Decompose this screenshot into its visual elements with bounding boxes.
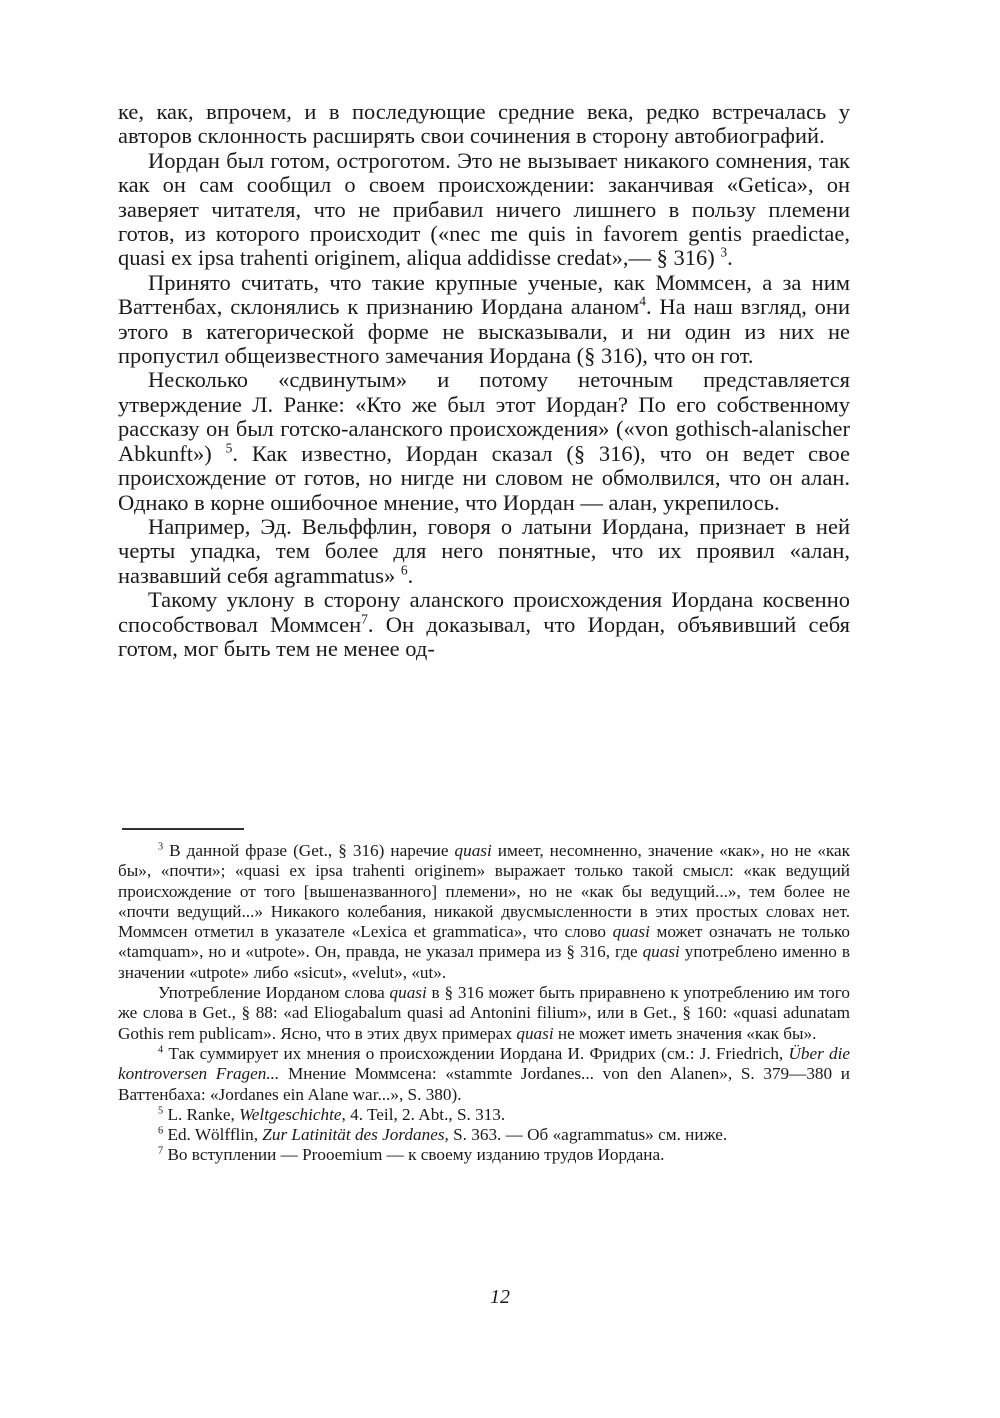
text-run: употреблено именно в значении «utpote» либо «sicut», «velut», «ut». — [118, 942, 850, 982]
text-run: L. Ranke, — [163, 1104, 240, 1124]
text-run: Несколько «сдвинутым» и потому неточным представляется утверждение Л. Ранке: «Кто же был этот Иордан? По его собственному рассказу он был готско-аланского происхождения» («von gothisch-alanischer Abkunft») — [118, 367, 850, 466]
note-marker: 3 — [720, 244, 728, 260]
main-text — [118, 100, 850, 661]
footnote-3 — [118, 1044, 850, 1105]
note-marker: 5 — [158, 1105, 164, 1117]
note-marker: 6 — [158, 1125, 164, 1137]
paragraph-2 — [118, 149, 850, 271]
text-run: . Он доказывал, что Иордан, объявивший себя готом, мог быть тем не менее од- — [118, 611, 850, 661]
paragraph-5 — [118, 515, 850, 588]
text-run: . Как известно, Иордан сказал (§ 316), что он ведет свое происхождение от готов, но нигде ни словом не обмолвился, что он алан. Однако в корне ошибочное мнение, что Иордан — алан, укрепилось. — [118, 440, 850, 515]
paragraph-1 — [118, 100, 850, 149]
text-run: Употребление Иорданом слова — [158, 983, 390, 1003]
footnote-6 — [118, 1145, 850, 1165]
italic-text: Über die kontroversen Fragen... — [118, 1043, 850, 1084]
paragraph-6 — [118, 588, 850, 661]
text-run: Такому уклону в сторону аланского происхождения Иордана косвенно способствовал Моммсен — [118, 587, 850, 637]
note-marker: 4 — [639, 293, 646, 309]
text-run: в § 316 может быть приравнено к употреблению им того же слова в Get., § 88: «ad Eliogabalum quasi ad Antonini filium», или в Get., § 160: «quasi adunatam Gothis rem publicam». Ясно, что в этих двух примерах — [118, 983, 850, 1043]
text-run: имеет, несомненно, значение «как», но не «как бы», «почти»; «quasi ex ipsa trahenti originem» выражает только такой смысл: «как ведущий происхождение от того [вышеназванного] племени», но не «как бы ведущий...», тем более не «почти ведущий...» Никакого колебания, никакой двусмысленности в этих простых словах нет. Моммсен отметил в указателе «Lexica et grammatica», что слово — [118, 841, 850, 942]
footnote-1 — [118, 841, 850, 983]
text-run: , 4. Teil, 2. Abt., S. 313. — [341, 1104, 506, 1124]
italic-text: quasi — [612, 922, 650, 942]
italic-text: quasi — [516, 1023, 554, 1043]
text-run: . — [727, 245, 733, 271]
text-run: Иордан был готом, остроготом. Это не вызывает никакого сомнения, так как он сам сообщил о своем происхождении: заканчивая «Getica», он заверяет читателя, что не прибавил ничего лишнего в пользу племени готов, из которого происходит («nec me quis in favorem gentis praedictae, quasi ex ipsa trahenti originem, aliqua addidisse credat»,— § 316) — [118, 147, 850, 271]
note-marker: 5 — [225, 440, 233, 456]
note-marker: 3 — [158, 841, 164, 853]
footnotes — [118, 841, 850, 1166]
text-run: В данной фразе (Get., § 316) наречие — [163, 841, 455, 860]
italic-text: Weltgeschichte — [239, 1104, 342, 1124]
footnote-4 — [118, 1105, 850, 1125]
text-run: Ed. Wölfflin, — [163, 1125, 263, 1145]
note-marker: 4 — [158, 1044, 164, 1056]
text-run: не может иметь значения «как бы». — [553, 1023, 817, 1043]
text-run: . На наш взгляд, они этого в категорической форме не высказывали, и ни один из них не пропустил общеизвестного замечания Иордана (§ 316), что он гот. — [118, 294, 850, 369]
text-run: Принято считать, что такие крупные ученые, как Моммсен, а за ним Ваттенбах, склонялись к признанию Иордана аланом — [118, 269, 850, 320]
text-run: Мнение Моммсена: «stammte Jordanes... von den Alanen», S. 379—380 и Ваттенбаха: «Jordanes ein Alane war...», S. 380). — [118, 1064, 850, 1104]
footnote-2 — [118, 983, 850, 1044]
text-run: . — [407, 562, 414, 588]
paragraph-3 — [118, 271, 850, 369]
paragraph-4 — [118, 368, 850, 514]
text-run: ке, как, впрочем, и в последующие средние века, редко встречалась у авторов склонность расширять свои сочинения в сторону автобиографий. — [118, 99, 850, 149]
footnote-5 — [118, 1125, 850, 1145]
note-marker: 6 — [400, 562, 408, 578]
footnote-separator — [122, 828, 244, 830]
text-run: Так суммирует их мнения о происхождении Иордана И. Фридрих (см.: J. Friedrich, — [163, 1043, 789, 1063]
text-run: Например, Эд. Вельффлин, говоря о латыни Иордана, признает в ней черты упадка, тем более для него понятные, что их проявил «алан, назвавший себя agrammatus» — [118, 513, 850, 588]
italic-text: quasi — [642, 942, 680, 962]
italic-text: quasi — [389, 983, 427, 1003]
text-run: S. 363. — Об «agrammatus» см. ниже. — [448, 1125, 728, 1145]
italic-text: Zur Latinität des Jordanes, — [262, 1125, 449, 1145]
note-marker: 7 — [361, 611, 368, 627]
text-run: Во вступлении — Prooemium — к своему изданию трудов Иордана. — [163, 1145, 665, 1165]
page-number: 12 — [490, 1286, 510, 1308]
note-marker: 7 — [158, 1145, 164, 1157]
text-run: может означать не только «tamquam», но и «utpote». Он, правда, не указал примера из § 316, где — [118, 922, 850, 962]
italic-text: quasi — [454, 841, 492, 860]
